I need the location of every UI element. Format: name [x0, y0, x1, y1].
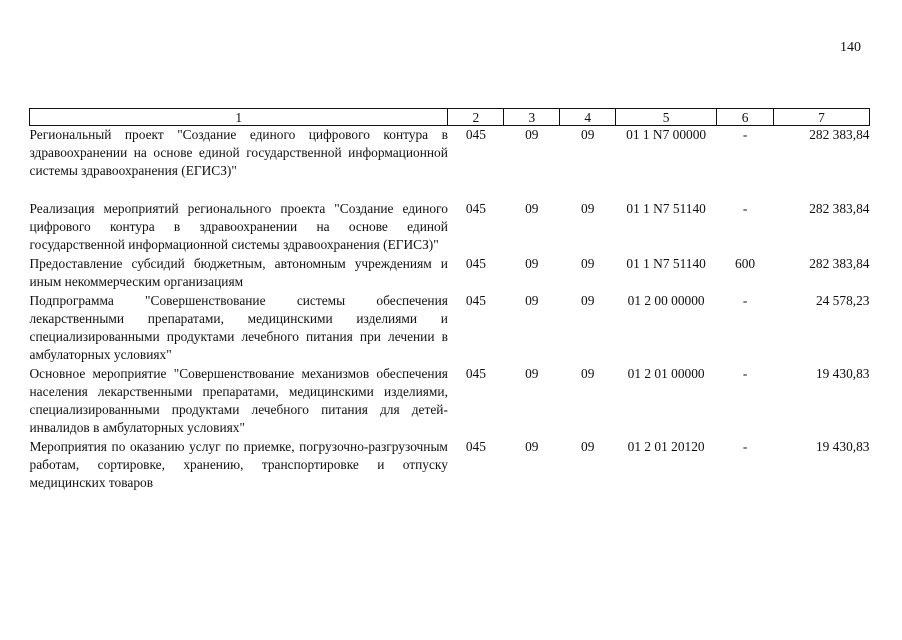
row-amount: 19 430,83 — [815, 439, 870, 454]
row-name: Реализация мероприятий регионального проекта "Создание единого цифрового контура в здравоохранении на основе единой государственной информационной системы здравоохранения (ЕГИСЗ)" — [29, 201, 448, 252]
row-code-6: - — [742, 366, 748, 381]
row-code-2: 045 — [465, 439, 486, 454]
budget-table — [29, 108, 870, 493]
row-code-4: 09 — [581, 366, 595, 381]
header-row — [30, 109, 870, 126]
row-name: Основное мероприятие "Совершенствование механизмов обеспечения населения лекарственными препаратами, медицинскими изделиями, специализированными продуктами лечебного питания для детей-инвалидов в амбулаторных условиях" — [29, 366, 448, 435]
row-code-5: 01 1 N7 00000 — [626, 127, 707, 142]
page-number: 140 — [840, 40, 861, 55]
row-code-3: 09 — [525, 366, 539, 381]
row-code-2: 045 — [465, 201, 486, 216]
table-row — [30, 438, 870, 493]
row-name: Предоставление субсидий бюджетным, автономным учреждениям и иным некоммерческим организациям — [29, 256, 448, 289]
row-code-6: - — [742, 127, 748, 142]
row-code-5: 01 2 00 00000 — [627, 293, 705, 308]
header-cell-4: 4 — [560, 109, 616, 126]
row-code-3: 09 — [525, 127, 539, 142]
row-code-3: 09 — [525, 256, 539, 271]
row-code-4: 09 — [581, 201, 595, 216]
table-row — [30, 292, 870, 365]
row-amount: 282 383,84 — [809, 256, 870, 271]
row-name: Подпрограмма "Совершенствование системы обеспечения лекарственными препаратами, медицинскими изделиями и специализированными продуктами лечебного питания при лечении в амбулаторных условиях" — [29, 293, 448, 362]
row-code-4: 09 — [581, 293, 595, 308]
header-cell-5: 5 — [616, 109, 717, 126]
row-code-5: 01 2 01 20120 — [627, 439, 705, 454]
table-row — [30, 126, 870, 201]
row-code-3: 09 — [525, 293, 539, 308]
row-name: Мероприятия по оказанию услуг по приемке, погрузочно-разгрузочным работам, сортировке, хранению, транспортировке и отпуску медицинских товаров — [29, 439, 448, 490]
row-code-6: 600 — [735, 256, 756, 271]
row-code-6: - — [742, 201, 748, 216]
row-code-3: 09 — [525, 201, 539, 216]
header-cell-2: 2 — [448, 109, 504, 126]
row-code-6: - — [742, 293, 748, 308]
row-code-5: 01 1 N7 51140 — [626, 201, 706, 216]
row-code-4: 09 — [581, 439, 595, 454]
row-code-6: - — [742, 439, 748, 454]
row-code-2: 045 — [465, 256, 486, 271]
row-code-2: 045 — [465, 127, 486, 142]
table-row — [30, 365, 870, 438]
header-cell-1: 1 — [30, 109, 448, 126]
row-amount: 282 383,84 — [809, 201, 870, 216]
row-amount: 24 578,23 — [815, 293, 870, 308]
row-code-4: 09 — [581, 127, 595, 142]
table-row — [30, 200, 870, 255]
header-cell-7: 7 — [774, 109, 870, 126]
row-name: Региональный проект "Создание единого цифрового контура в здравоохранении на основе единой государственной информационной системы здравоохранения (ЕГИСЗ)" — [29, 127, 448, 178]
table-row — [30, 255, 870, 292]
row-code-3: 09 — [525, 439, 539, 454]
row-code-2: 045 — [465, 366, 486, 381]
header-cell-3: 3 — [504, 109, 560, 126]
row-amount: 19 430,83 — [815, 366, 870, 381]
row-code-2: 045 — [465, 293, 486, 308]
row-code-5: 01 2 01 00000 — [627, 366, 705, 381]
row-code-4: 09 — [581, 256, 595, 271]
header-cell-6: 6 — [717, 109, 774, 126]
row-amount: 282 383,84 — [809, 127, 870, 142]
row-code-5: 01 1 N7 51140 — [626, 256, 706, 271]
